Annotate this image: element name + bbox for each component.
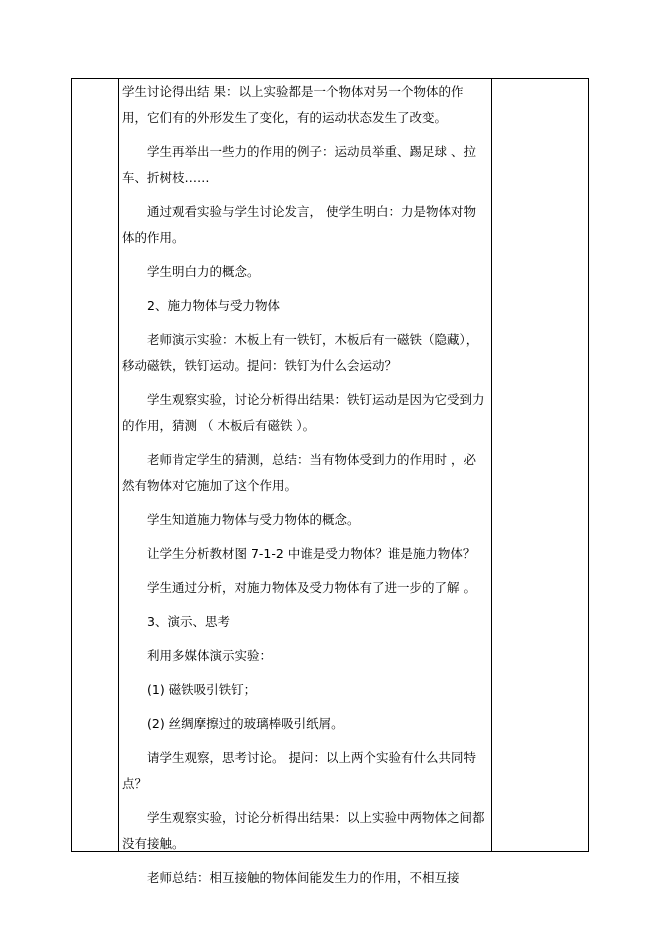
paragraph-teacher-conclusion: 老师总结：相互接触的物体间能发生力的作用，不相互接: [147, 870, 460, 885]
paragraph-force-concept: 学生明白力的概念。: [147, 264, 260, 279]
table-column-divider-right: [491, 79, 492, 851]
paragraph-force-examples: 学生再举出一些力的作用的例子：运动员举重、踢足球 、拉车、折树枝……: [122, 144, 476, 185]
table-column-divider-left: [118, 79, 119, 851]
paragraph-force-definition: 通过观看实验与学生讨论发言， 使学生明白：力是物体对物体的作用。: [122, 204, 476, 245]
section-heading-2: 2、施力物体与受力物体: [147, 298, 280, 313]
paragraph-question: 请学生观察，思考讨论。 提问：以上两个实验有什么共同特点？: [122, 750, 476, 791]
paragraph-figure-analysis: 让学生分析教材图 7-1-2 中谁是受力物体？谁是施力物体？: [147, 546, 476, 561]
list-item-glass-rod: (2) 丝绸摩擦过的玻璃棒吸引纸屑。: [147, 716, 344, 731]
paragraph-student-result: 学生观察实验，讨论分析得出结果：以上实验中两物体之间都没有接触。: [122, 810, 485, 851]
list-item-magnet: (1) 磁铁吸引铁钉；: [147, 682, 257, 697]
paragraph-student-concept: 学生知道施力物体与受力物体的概念。: [147, 512, 360, 527]
paragraph-teacher-summary: 老师肯定学生的猜测，总结：当有物体受到力的作用时 ，必然有物体对它施加了这个作用。: [122, 452, 476, 493]
paragraph-discussion-result: 学生讨论得出结 果：以上实验都是一个物体对另一个物体的作用，它们有的外形发生了变化，有的运动状态发生了改变。: [122, 84, 464, 125]
section-heading-3: 3、演示、思考: [147, 614, 230, 629]
paragraph-student-understanding: 学生通过分析，对施力物体及受力物体有了进一步的了解 。: [147, 580, 476, 595]
lesson-content-cell: [122, 79, 486, 899]
paragraph-multimedia-demo: 利用多媒体演示实验：: [147, 648, 273, 663]
paragraph-student-observe: 学生观察实验，讨论分析得出结果：铁钉运动是因为它受到力的作用，猜测 （ 木板后有磁铁 ）。: [122, 392, 485, 433]
paragraph-teacher-demo: 老师演示实验：木板上有一铁钉，木板后有一磁铁（隐藏），移动磁铁，铁钉运动。提问：铁钉为什么会运动？: [122, 332, 479, 373]
